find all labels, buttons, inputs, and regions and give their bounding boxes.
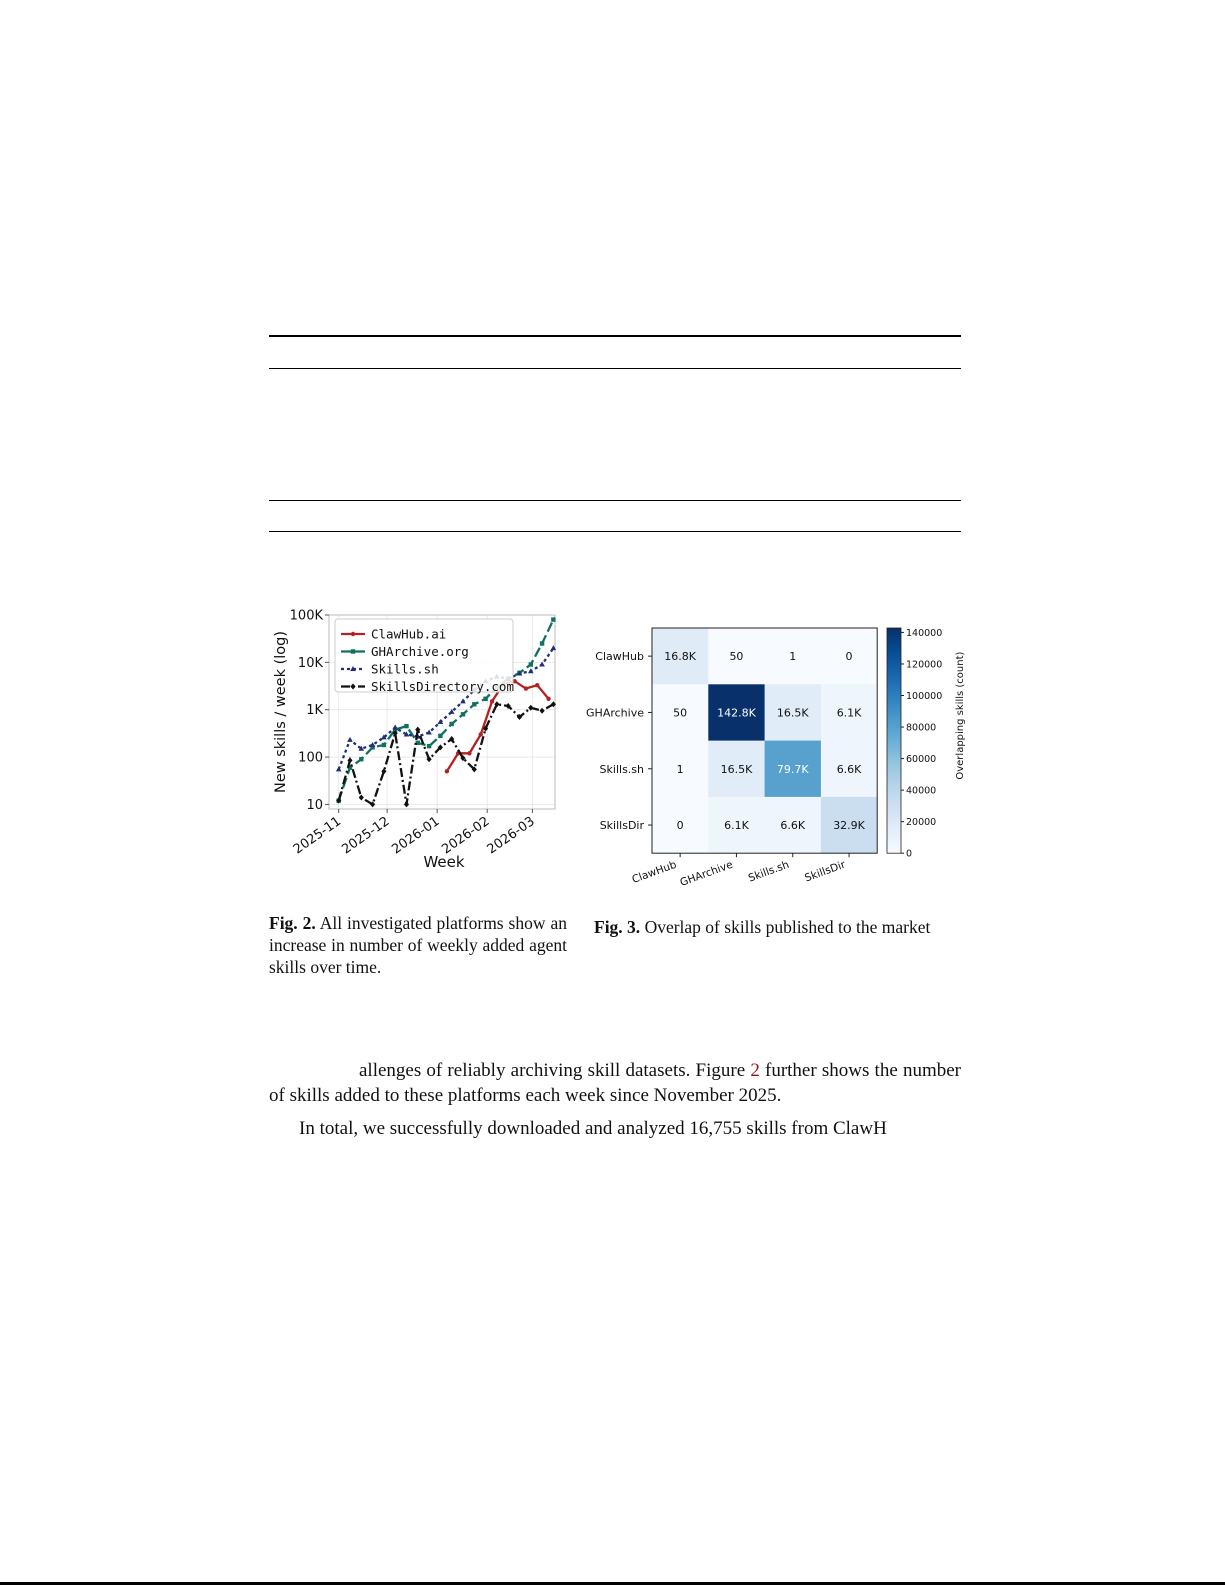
row-label: SkillsDir [599,819,644,833]
data-point [351,632,355,636]
para1-end: further shows the number of skills added to these platforms each week since November 2025. [269,1060,961,1106]
column-label: GHArchive [678,858,735,889]
colorbar-label: Overlapping skills (count) [955,651,966,780]
weekly-skills-line-chart [269,605,569,890]
data-point [490,699,494,703]
data-point [404,801,409,807]
cell-value-label: 0 [676,819,684,833]
data-point [535,683,539,687]
figure-2-text: All investigated platforms show an increase in number of weekly added agent skills over time. [269,913,567,977]
colorbar [887,628,901,853]
y-tick-label: 100 [298,750,323,766]
cell-value-label: 16.5K [776,706,809,720]
body-paragraph-2 [269,1117,961,1142]
column-label: Skills.sh [746,858,791,885]
row-label: Skills.sh [599,762,644,776]
data-point [540,641,544,645]
cell-value-label: 50 [729,650,744,664]
para2-text: In total, we successfully downloaded and analyzed 16,755 skills from ClawH [299,1118,887,1139]
data-point [483,697,487,701]
colorbar-tick-label: 80000 [906,722,937,734]
data-point [546,697,550,701]
y-axis-label: New skills / week (log) [273,630,289,794]
data-point [427,744,431,748]
colorbar-tick-label: 120000 [906,659,943,671]
cell-value-label: 16.5K [720,762,753,776]
table-bottom-rule [269,531,961,532]
legend-label: SkillsDirectory.com [371,679,514,694]
colorbar-tick-label: 140000 [906,627,943,639]
colorbar-tick-label: 0 [906,848,913,860]
cell-value-label: 6.6K [836,762,862,776]
legend-label: ClawHub.ai [371,626,447,642]
table-header-rule [269,368,961,369]
legend-label: GHArchive.org [371,644,469,659]
data-point [347,737,353,742]
cell-value-label: 1 [789,650,797,664]
legend-label: Skills.sh [371,661,439,677]
data-point [551,617,555,621]
x-tick-label: 2025-12 [339,813,393,858]
data-point [359,757,363,761]
cell-value-label: 50 [673,706,688,720]
x-axis-label: Week [423,853,465,871]
data-point [347,757,352,763]
data-point [359,794,364,800]
cell-value-label: 1 [676,762,684,776]
data-point [404,724,408,728]
legend [335,619,514,694]
y-tick-label: 10K [297,655,323,671]
data-point [479,732,483,736]
cell-value-label: 16.8K [664,650,697,664]
data-point [382,743,386,747]
figure-3-caption [594,916,961,938]
colorbar-tick-label: 40000 [906,785,937,797]
y-tick-label: 1K [306,703,323,719]
row-label: ClawHub [595,650,644,664]
skills-overlap-heatmap [585,620,995,895]
colorbar-tick-label: 20000 [906,817,937,829]
cell-value-label: 79.7K [776,762,809,776]
y-tick-label: 100K [289,608,323,624]
column-label: ClawHub [630,858,679,886]
figure-2-reference-link[interactable]: 2 [750,1060,760,1081]
column-label: SkillsDir [803,858,848,885]
cell-value-label: 142.8K [717,706,756,720]
data-point [461,712,465,716]
data-point [524,686,528,690]
cell-value-label: 6.1K [724,819,749,833]
data-point [472,702,476,706]
x-tick-label: 2026-03 [484,813,538,858]
x-tick-label: 2025-11 [290,813,344,858]
cell-value-label: 32.9K [833,819,865,833]
data-point [529,662,533,666]
data-point [351,649,355,653]
series-line [339,704,554,804]
row-label: GHArchive [586,706,644,720]
cell-value-label: 6.1K [836,706,862,720]
data-point [467,751,471,755]
data-point [392,725,398,730]
data-point [449,722,453,726]
figure-2-caption [269,912,567,978]
x-tick-label: 2026-02 [439,813,493,858]
body-paragraph-1 [269,1059,961,1108]
figure-3-text: Overlap of skills published to the market [644,917,931,937]
cell-value-label: 0 [845,650,853,664]
table-top-rule [269,335,961,337]
colorbar-tick-label: 100000 [906,690,943,702]
colorbar-tick-label: 60000 [906,754,937,766]
figure-3-label: Fig. 3. [594,917,641,937]
cell-value-label: 6.6K [780,819,806,833]
table-body-rule [269,500,961,501]
data-point [445,769,449,773]
figure-2-label: Fig. 2. [269,913,316,933]
x-tick-label: 2026-01 [389,813,443,858]
y-tick-label: 10 [306,797,323,813]
data-point [438,734,442,738]
para1-start: allenges of reliably archiving skill datasets. Figure [359,1060,751,1081]
data-point [539,708,544,714]
